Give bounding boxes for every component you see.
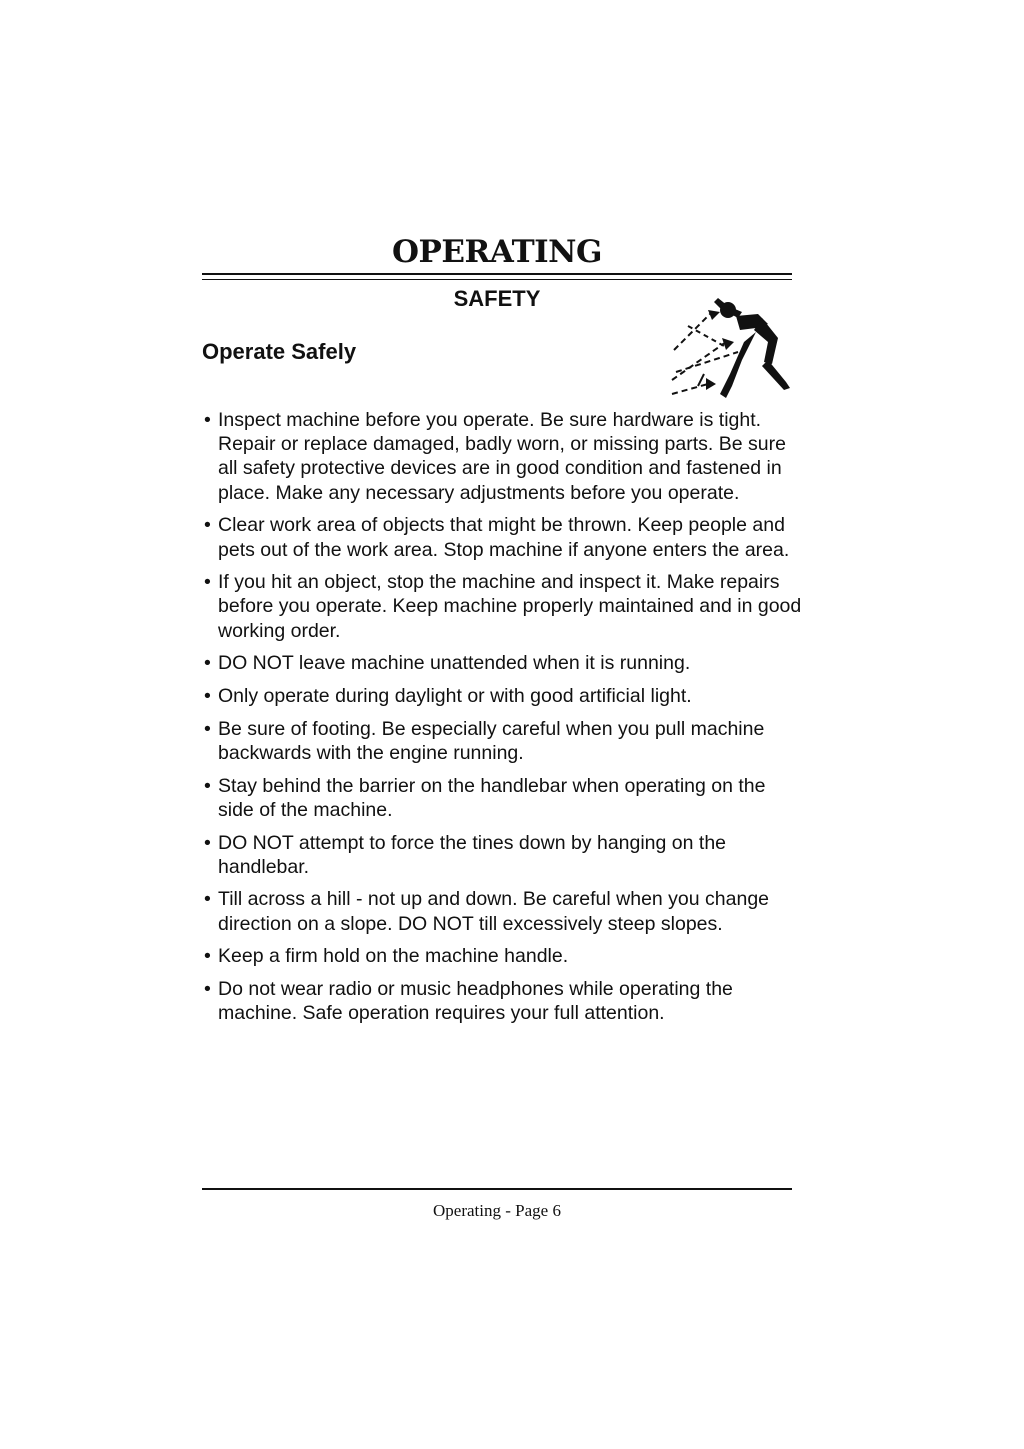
list-item	[202, 408, 802, 505]
list-item	[202, 887, 802, 935]
list-item-text: DO NOT leave machine unattended when it is running.	[218, 652, 691, 675]
bullet-marker: •	[204, 409, 211, 431]
bullet-marker: •	[204, 514, 211, 537]
list-item-text: DO NOT attempt to force the tines down by hanging on the handlebar.	[218, 831, 727, 878]
bullet-marker: •	[204, 831, 211, 854]
bullet-marker: •	[204, 571, 211, 594]
list-item-text: Clear work area of objects that might be thrown. Keep people and pets out of the work area. Stop machine if anyone enters the area.	[218, 514, 790, 561]
list-item-text: Do not wear radio or music headphones while operating the machine. Safe operation requires your full attention.	[218, 978, 733, 1025]
safety-bullet-list	[202, 408, 802, 1034]
subsection-title: Operate Safely	[202, 339, 357, 364]
list-item-text: Keep a firm hold on the machine handle.	[218, 945, 569, 968]
header-divider-thin	[202, 279, 792, 280]
list-item	[202, 651, 802, 675]
list-item	[202, 977, 802, 1025]
list-item	[202, 831, 802, 879]
list-item-text: Be sure of footing. Be especially careful when you pull machine backwards with the engine running.	[218, 717, 765, 764]
list-item	[202, 684, 802, 708]
bullet-marker: •	[204, 774, 211, 797]
thrown-object-hazard-icon	[668, 290, 792, 402]
bullet-marker: •	[204, 945, 211, 968]
page-title: OPERATING	[392, 234, 602, 270]
list-item-text: Stay behind the barrier on the handlebar when operating on the side of the machine.	[218, 774, 766, 821]
list-item	[202, 513, 802, 561]
list-item-text: If you hit an object, stop the machine and inspect it. Make repairs before you operate. Keep machine properly maintained and in good working order.	[218, 571, 802, 642]
bullet-marker: •	[204, 652, 211, 675]
list-item	[202, 944, 802, 968]
list-item	[202, 774, 802, 822]
list-item-text: Only operate during daylight or with good artificial light.	[218, 685, 692, 708]
bullet-marker: •	[204, 717, 211, 740]
footer-divider	[202, 1188, 792, 1190]
page-footer: Operating - Page 6	[433, 1201, 561, 1220]
figure-leg-right	[762, 360, 790, 390]
list-item-text: Till across a hill - not up and down. Be careful when you change direction on a slope. DO NOT till excessively steep slopes.	[218, 888, 770, 935]
figure-body	[754, 318, 778, 364]
list-item-text: Inspect machine before you operate. Be sure hardware is tight. Repair or replace damaged, badly worn, or missing parts. Be sure all safety protective devices are in good condition and fastened in place. Make any necessary adjustments before you operate.	[218, 409, 786, 504]
section-title: SAFETY	[453, 286, 541, 311]
bullet-marker: •	[204, 978, 211, 1001]
list-item	[202, 570, 802, 643]
bullet-marker: •	[204, 888, 211, 911]
bullet-marker: •	[204, 685, 211, 708]
list-item	[202, 717, 802, 765]
header-divider-thick	[202, 273, 792, 275]
